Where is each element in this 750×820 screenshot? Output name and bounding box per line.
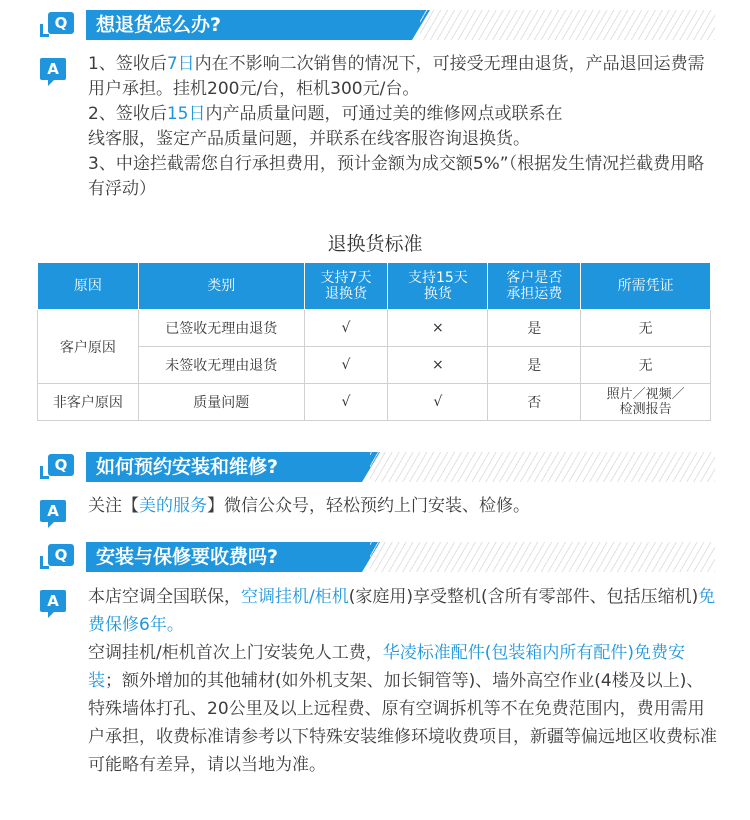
table-header-row <box>38 263 711 310</box>
cell-15day: × <box>388 347 488 384</box>
cell-freight: 否 <box>488 384 581 421</box>
meidi-service-link[interactable]: 美的服务 <box>139 496 207 516</box>
answer-icon: A <box>40 590 66 612</box>
section-title: 如何预约安装和维修? <box>86 452 362 482</box>
returns-table <box>37 262 711 421</box>
cell-proof: 无 <box>581 310 711 347</box>
returns-line-2b: 线客服，鉴定产品质量问题，并联系在线客服咨询退换货。 <box>88 129 530 149</box>
section-header-returns <box>40 10 715 40</box>
table-row <box>38 384 711 421</box>
returns-line-2: 2、签收后15日内产品质量问题，可通过美的维修网点或联系在 <box>88 104 563 124</box>
cell-15day: √ <box>388 384 488 421</box>
hatch-decoration <box>370 542 715 572</box>
section-title: 想退货怎么办? <box>86 10 412 40</box>
warranty-para-2: 空调挂机/柜机首次上门安装免人工费，华凌标准配件(包装箱内所有配件)免费安装；额外增加的其他辅材(如外机支架、加长铜管等)、墙外高空作业(4楼及以上)、特殊墙体打孔、20公里及以上远程费、原有空调拆机等不在免费范围内，费用需用户承担，收费标准请参考以下特殊安装维修环境收费项目，新疆等偏远地区收费标准可能略有差异，请以当地为准。 <box>88 643 717 775</box>
cell-category: 未签收无理由退货 <box>138 347 304 384</box>
table-row <box>38 347 711 384</box>
returns-line-1: 1、签收后7日内在不影响二次销售的情况下，可接受无理由退货，产品退回运费需用户承担。挂机200元/台，柜机300元/台。 <box>88 54 705 99</box>
warranty-answer <box>88 583 718 779</box>
cell-reason: 非客户原因 <box>38 384 139 421</box>
cell-freight: 是 <box>488 310 581 347</box>
cell-15day: × <box>388 310 488 347</box>
cell-7day: √ <box>304 347 388 384</box>
hatch-decoration <box>420 10 715 40</box>
cell-7day: √ <box>304 310 388 347</box>
cell-proof: 无 <box>581 347 711 384</box>
table-row <box>38 310 711 347</box>
table-title: 退换货标准 <box>327 233 423 255</box>
section-header-install <box>40 452 715 482</box>
header-proof: 所需凭证 <box>581 263 711 310</box>
install-answer: 关注【美的服务】微信公众号，轻松预约上门安装、检修。 <box>88 496 530 516</box>
section-header-warranty <box>40 542 715 572</box>
header-reason: 原因 <box>38 263 139 310</box>
cell-category: 已签收无理由退货 <box>138 310 304 347</box>
header-freight: 客户是否 承担运费 <box>488 263 581 310</box>
answer-icon: A <box>40 58 66 80</box>
answer-icon: A <box>40 500 66 522</box>
header-7day: 支持7天 退换货 <box>304 263 388 310</box>
cell-freight: 是 <box>488 347 581 384</box>
question-icon: Q <box>40 454 76 478</box>
header-15day: 支持15天 换货 <box>388 263 488 310</box>
header-category: 类别 <box>138 263 304 310</box>
warranty-para-1: 本店空调全国联保，空调挂机/柜机(家庭用)享受整机(含所有零部件、包括压缩机)免费保修6年。 <box>88 587 716 635</box>
question-icon: Q <box>40 544 76 568</box>
section-title: 安装与保修要收费吗? <box>86 542 362 572</box>
cell-reason: 客户原因 <box>38 310 139 384</box>
cell-7day: √ <box>304 384 388 421</box>
returns-line-3: 3、中途拦截需您自行承担费用，预计金额为成交额5%”（根据发生情况拦截费用略有浮动） <box>88 154 705 199</box>
cell-proof: 照片／视频／ 检测报告 <box>581 384 711 421</box>
question-icon: Q <box>40 12 76 36</box>
hatch-decoration <box>370 452 715 482</box>
returns-answer <box>88 52 718 202</box>
cell-category: 质量问题 <box>138 384 304 421</box>
